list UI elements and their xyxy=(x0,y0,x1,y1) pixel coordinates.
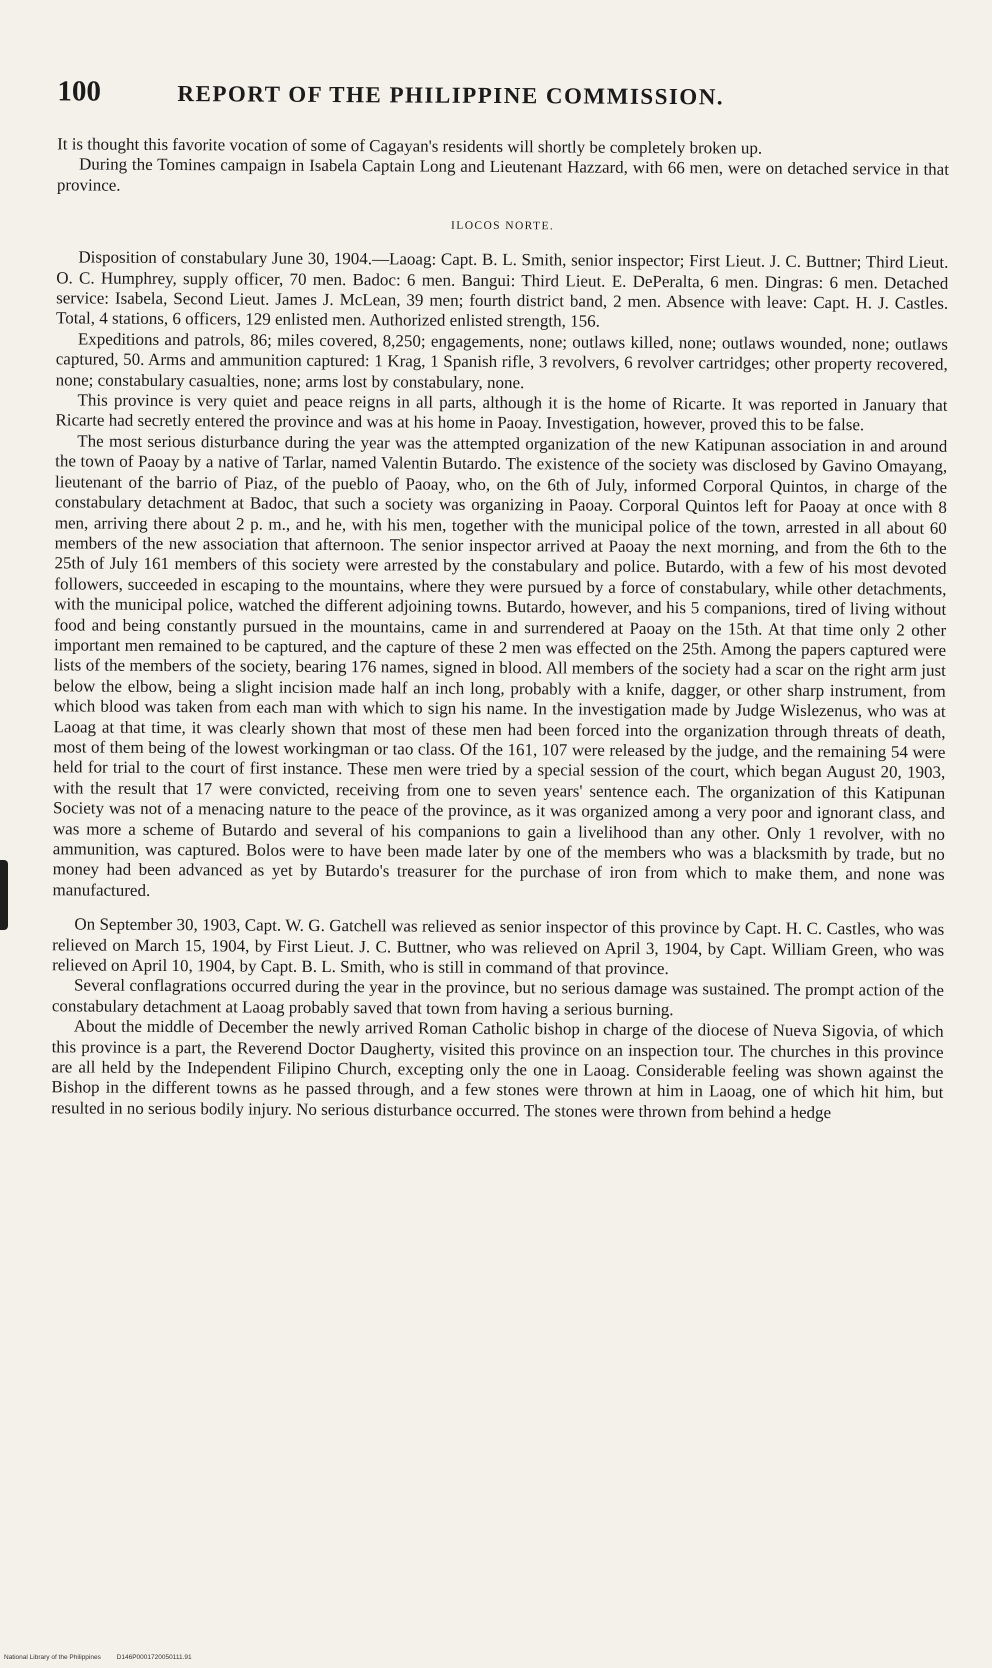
paragraph: During the Tomines campaign in Isabela Captain Long and Lieutenant Hazzard, with 66 men, were on detached service in that province. xyxy=(57,155,949,201)
paragraph: Expeditions and patrols, 86; miles covered, 8,250; engagements, none; outlaws killed, none; outlaws wounded, none; outlaws captured, 50. Arms and ammunition captured: 1 Krag, 1 Spanish rifle, 3 revolvers, 6 revolver cartridges; other property recovered, none; constabulary casualties, none; arms lost by constabulary, none. xyxy=(56,329,948,396)
running-title: REPORT OF THE PHILIPPINE COMMISSION. xyxy=(177,81,724,110)
section-heading: ILOCOS NORTE. xyxy=(57,218,949,235)
page-number: 100 xyxy=(57,75,177,109)
main-section xyxy=(52,248,948,906)
scan-footer xyxy=(4,1654,206,1661)
scan-code: D146P0001720050111.91 xyxy=(117,1654,192,1661)
paragraph: It is thought this favorite vocation of some of Cagayan's residents will shortly be completely broken up. xyxy=(57,134,949,160)
library-credit: National Library of the Philippines xyxy=(4,1654,101,1661)
closing-section xyxy=(51,915,944,1125)
paragraph: On September 30, 1903, Capt. W. G. Gatchell was relieved as senior inspector of this province by Capt. H. C. Castles, who was relieved on March 15, 1904, by First Lieut. J. C. Buttner, who was relieved on April 3, 1904, by Capt. William Green, who was relieved on April 10, 1904, by Capt. B. L. Smith, who is still in command of that province. xyxy=(52,915,944,982)
paragraph: Disposition of constabulary June 30, 1904.—Laoag: Capt. B. L. Smith, senior inspector; First Lieut. J. C. Buttner; Third Lieut. O. C. Humphrey, supply officer, 70 men. Badoc: 6 men. Bangui: Third Lieut. E. DePeralta, 6 men. Dingras: 6 men. Detached service: Isabela, Second Lieut. James J. McLean, 39 men; fourth district band, 2 men. Absence with leave: Capt. H. J. Castles. Total, 4 stations, 6 officers, 129 enlisted men. Authorized enlisted strength, 156. xyxy=(56,248,948,335)
paragraph: This province is very quiet and peace reigns in all parts, although it is the home of Ricarte. It was reported in January that Ricarte had secretly entered the province and was at his home in Paoay. Investigation, however, proved this to be false. xyxy=(55,390,947,436)
paragraph: The most serious disturbance during the year was the attempted organization of the new Katipunan association in and around the town of Paoay by a native of Tarlar, named Valentin Butardo. The existence of the society was disclosed by Gavino Omayang, lieutenant of the barrio of Piaz, of the pueblo of Paoay, who, on the 6th of July, informed Corporal Quintos, in charge of the constabulary detachment at Badoc, that such a society was organizing in Paoay. Corporal Quintos left for Paoay at once with 8 men, arriving there about 2 p. m., and he, with his men, together with the municipal police of the town, arrested in all about 60 members of the new association that afternoon. The senior inspector arrived at Paoay the next morning, and from the 6th to the 25th of July 161 members of this society were arrested by the constabulary and police. Butardo, with a few of his most devoted followers, succeeded in escaping to the mountains, where they were pursued by a force of constabulary, while other detachments, with the municipal police, watched the different adjoining towns. Butardo, however, and his 5 companions, tired of living without food and being constantly pursued in the mountains, came in and surrendered at Paoay on the 15th. At that time only 2 other important men remained to be captured, and the capture of these 2 men was effected on the 25th. Among the papers captured were lists of the members of the society, bearing 176 names, signed in blood. All members of the society had a scar on the right arm just below the elbow, being a slight incision made half an inch long, probably with a knife, dagger, or other sharp instrument, from which blood was taken from each man with which to sign his name. In the investigation made by Judge Wislezenus, who was at Laoag at that time, it was clearly shown that most of these men had been forced into the organization through threats of death, most of them being of the lowest workingman or tao class. Of the 161, 107 were released by the judge, and the remaining 54 were held for trial to the court of first instance. These men were tried by a special session of the court, which began August 20, 1903, with the result that 17 were convicted, receiving from one to seven years' sentence each. The organization of this Katipunan Society was not of a menacing nature to the peace of the province, as it was organized among a very poor and ignorant class, and was more a scheme of Butardo and several of his companions to gain a livelihood than any other. Only 1 revolver, with no ammunition, was captured. Bolos were to have been made later by one of the members who was a blacksmith by trade, but no money had been advanced as yet by Butardo's treasurer for the purchase of iron from which to make them, and none was manufactured. xyxy=(52,431,947,906)
page-header xyxy=(57,75,949,113)
paragraph: Several conflagrations occurred during the year in the province, but no serious damage was sustained. The prompt action of the constabulary detachment at Laoag probably saved that town from having a serious burning. xyxy=(52,976,944,1022)
intro-section xyxy=(57,134,949,201)
paragraph: About the middle of December the newly arrived Roman Catholic bishop in charge of the diocese of Nueva Sigovia, of which this province is a part, the Reverend Doctor Daugherty, visited this province on an inspection tour. The churches in this province are all held by the Independent Filipino Church, excepting only the one in Laoag. Considerable feeling was shown against the Bishop in the different towns as he passed through, and a few stones were thrown at him in Laoag, one of which hit him, but resulted in no serious bodily injury. No serious disturbance occurred. The stones were thrown from behind a hedge xyxy=(51,1017,944,1124)
scan-edge-mark xyxy=(0,860,8,930)
